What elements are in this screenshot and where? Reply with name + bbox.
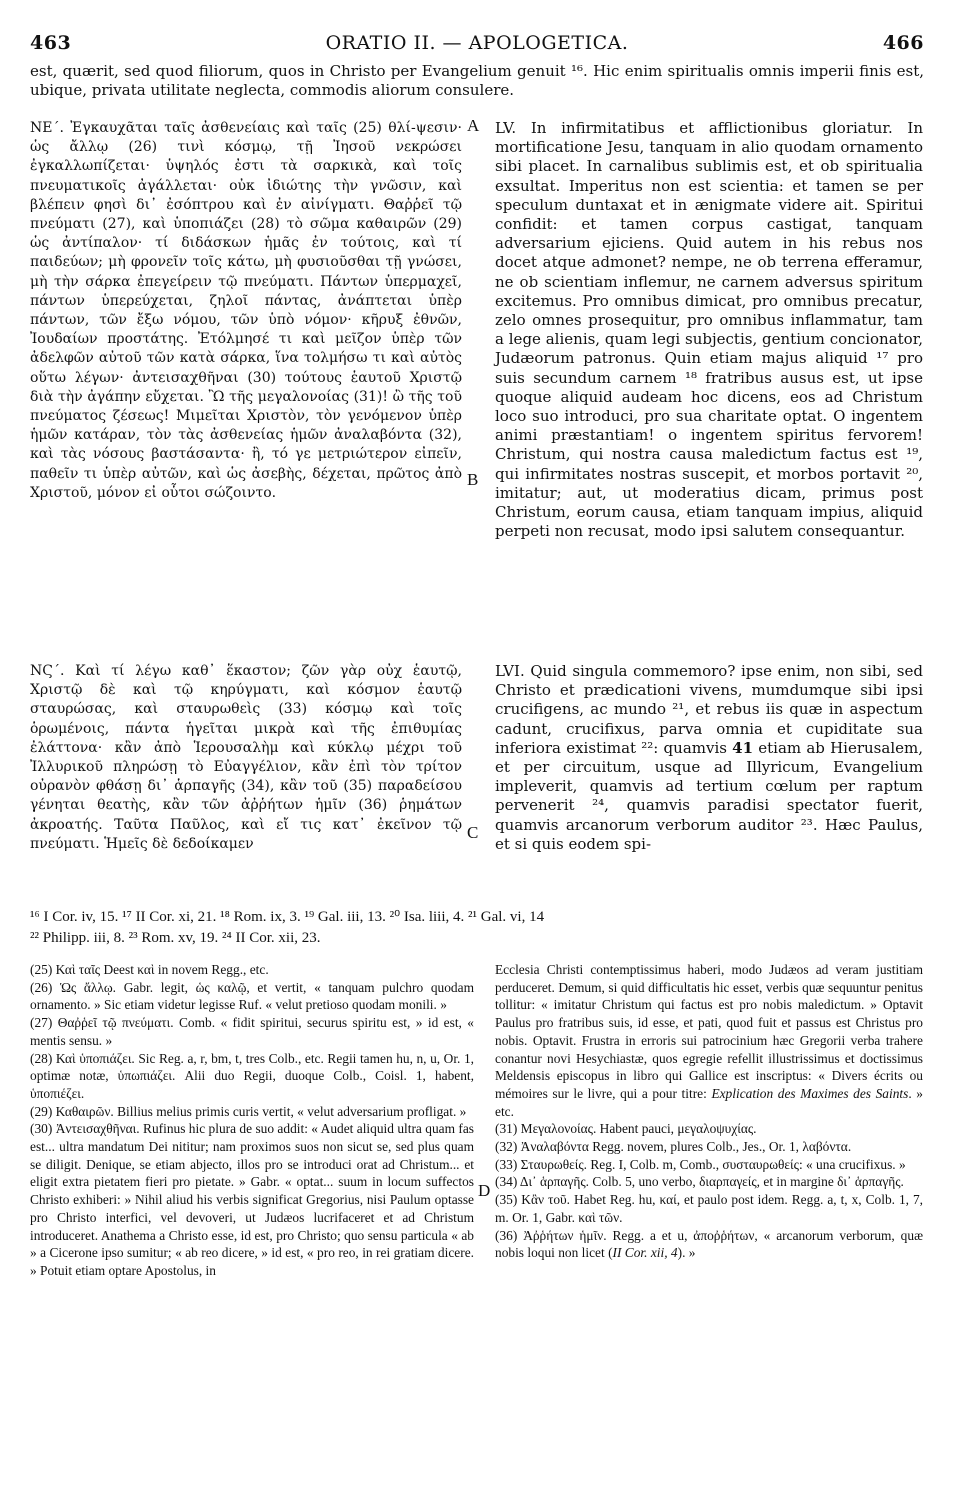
scripture-references-line-1: ¹⁶ I Cor. iv, 15. ¹⁷ II Cor. xi, 21. ¹⁸ Rom. ix, 3. ¹⁹ Gal. iii, 13. ²⁰ Isa. liii, 4. ²¹ Gal. vi, 14 bbox=[30, 909, 545, 925]
latin-text-56-b: etiam ab Hierusalem, et per circuitum, usque ad Illyricum, Evangelium impleverit, quamvis ad tertium cœlum per raptum pervenerit ²⁴, quamvis paradisi spectator fuerit, quamvis arcanorum verborum auditor ²³. Hæc Paulus, et si quis eodem spi- bbox=[495, 738, 923, 853]
note-34: (34) Δι᾽ ἁρπαγῆς. Colb. 5, uno verbo, διαρπαγείς, et in margine δι᾽ ἁρπαγῆς. bbox=[495, 1174, 904, 1190]
note-30-continued-a: Ecclesia Christi contemptissimus haberi, modo Judæos ad veram justitiam perduceret. Demum, si quid difficultatis hic esset, verbis quæ sequuntur penitus tollitur: « imitatur Christum qui factus est pro nobis maledictum. » Optavit Paulus pro fratribus suis, id esse, et pati, quod fuit et passus est Christus pro nobis. Optavit. Frustra in erroris sui patrocinium hæc Gregorii verba trahere conantur novi Hesychiastæ, quos egregie refellit illustrissimus et doctissimus Meldensis episcopus in libro qui Gallice est inscriptus: « Divers écrits ou mémoires sur le livre, qui a pour titre: bbox=[495, 962, 923, 1101]
note-36 bbox=[495, 1227, 923, 1262]
greek-column-section-56 bbox=[30, 662, 462, 854]
margin-marker-c: C bbox=[467, 823, 479, 842]
latin-column-section-56 bbox=[495, 662, 923, 854]
page-number-right: 466 bbox=[882, 32, 924, 54]
note-36-b: ). » bbox=[677, 1245, 696, 1261]
running-title: ORATIO II. — APOLOGETICA. bbox=[325, 32, 629, 54]
greek-column-section-55 bbox=[30, 119, 462, 503]
greek-text-55: ΝΕ΄. Ἐγκαυχᾶται ταῖς ἀσθενείαις καὶ ταῖς (25) θλί-ψεσιν· ὡς ἄλλῳ (26) τινὶ κόσμῳ, τῇ Ἰησοῦ νεκρώσει ἐγκαλλωπίζεται· ὑψηλός ἐστι τὰ σαρκικὰ, καὶ τοῖς πνευματικοῖς ἀγάλλεται· οὐκ ἰδιώτης τὴν γνῶσιν, καὶ βλέπειν φησὶ δι᾽ ἐσόπτρου καὶ ἐν αἰνίγματι. Θαῤῥεῖ τῷ πνεύματι (27), καὶ ὑποπιάζει (28) τὸ σῶμα καθαιρῶν (29) ὡς ἀντίπαλον· τί διδάσκων ἡμᾶς ἐν τούτοις, καὶ τί παιδεύων; μὴ φρονεῖν τοῖς κάτω, μὴ φυσιοῦσθαι τῇ γνώσει, μὴ τὴν σάρκα ἐπεγείρειν τῷ πνεύματι. Πάντων ὑπερμαχεῖ, πάντων ὑπερεύχεται, ζηλοῖ πάντας, ἀνάπτεται ὑπὲρ πάντων, τῶν ἔξω νόμου, τῶν ὑπὸ νόμον· κῆρυξ ἐθνῶν, Ἰουδαίων προστάτης. Ἐτόλμησέ τι καὶ μεῖζον ὑπὲρ τῶν ἀδελφῶν αὐτοῦ τῶν κατὰ σάρκα, ἵνα τολμήσω τι καὶ αὐτὸς οὕτω λέγων· ἀντεισαχθῆναι (30) τούτους ἑαυτοῦ Χριστῷ διὰ τὴν ἀγάπην εὔχεται. Ὢ τῆς μεγαλονοίας (31)! ὢ τῆς τοῦ πνεύματος ζέσεως! Μιμεῖται Χριστὸν, τὸν γενόμενον ὑπὲρ ἡμῶν κατάραν, τὸν τὰς ἀσθενείας ἡμῶν ἀναλαβόντα (32), καὶ τὰς νόσους βαστάσαντα· ἢ, τό γε μετριώτερον εἰπεῖν, παθεῖν τι ὑπὲρ αὐτῶν, καὶ ὡς ἀσεβὴς, δέχεται, πρῶτος ἀπὸ Χριστοῦ, μόνον εἰ οὗτοι σώζοιντο. bbox=[30, 120, 462, 501]
column-number: 41 bbox=[732, 738, 754, 757]
greek-text-56: ΝϚ΄. Καὶ τί λέγω καθ᾽ ἕκαστον; ζῶν γὰρ οὐχ ἑαυτῷ, Χριστῷ δὲ καὶ τῷ κηρύγματι, καὶ κόσμον ἑαυτῷ σταυρώσας, καὶ σταυρωθεὶς (33) κόσμῳ καὶ τοῖς ὁρωμένοις, πάντα ἡγεῖται μικρὰ καὶ τῆς ἐπιθυμίας ἐλάττονα· κἂν ἀπὸ Ἱερουσαλὴμ καὶ κύκλῳ μέχρι τοῦ Ἰλλυρικοῦ πληρώσῃ τὸ Εὐαγγέλιον, κἂν ἐπὶ τὸν τρίτον οὐρανὸν φθάσῃ δι᾽ ἁρπαγῆς (34), κἂν τοῦ (35) παραδείσου γένηται θεατὴς, κἂν τῶν ἀῤῥήτων ἡμῖν (36) ῥημάτων ἀκροατής. Ταῦτα Παῦλος, καὶ εἴ τις κατ᾽ ἐκεῖνον τῷ πνεύματι. Ἡμεῖς δὲ δεδοίκαμεν bbox=[30, 663, 462, 852]
note-35: (35) Κἂν τοῦ. Habet Reg. hu, καί, et paulo post idem. Regg. a, t, x, Colb. 1, 7, m. Or. 1, Gabr. καὶ τῶν. bbox=[495, 1192, 923, 1225]
note-28: (28) Καὶ ὑποπιάζει. Sic Reg. a, r, bm, t, tres Colb., etc. Regii tamen hu, n, u, Or. 1, optimæ notæ, ὑπωπιάζει. Alii duo Regii, duoque Colb., Coisl. 1, habent, ὑποπιέζει. bbox=[30, 1050, 474, 1101]
scripture-references-line-2: ²² Philipp. iii, 8. ²³ Rom. xv, 19. ²⁴ II Cor. xii, 23. bbox=[30, 930, 321, 946]
margin-marker-d: D bbox=[478, 1181, 491, 1200]
book-title: Explication des Maximes des Saints bbox=[711, 1085, 909, 1101]
intro-text: est, quærit, sed quod filiorum, quos in Christo per Evangelium genuit ¹⁶. Hic enim spiritualis omnis imperii finis est, ubique, privata utilitate neglecta, commodis aliorum consulere. bbox=[30, 62, 924, 99]
note-30: (30) Ἀντεισαχθῆναι. Rufinus hic plura de suo addit: « Audet aliquid ultra quam fas est... ultra mandatum Dei nititur; nam proximos suos non sicut se, sed plus quam se diligit. Denique, se etiam abjecto, illos pro se introduci orat ad Christum... et eligit extra pietatem fieri pro pietate. » Gabr. « optat... suum in locum suffectos Christo exhiberi: » Nihil aliud his verbis significat Gregorius, nisi Paulum optasse pro Christo interfici, vel devoveri, ut Judæos lucrifaceret et ad Christum introduceret. Anathema a Christo esse, id est, pro Christo; quo sensu particula « ab » a Cicerone ipso sumitur; « ab reo dicere, » id est, « pro reo, in rei gratiam dicere. » Potuit etiam optare Apostolus, in bbox=[30, 1121, 474, 1278]
page-number-left: 463 bbox=[30, 32, 72, 54]
note-33: (33) Σταυρωθείς. Reg. I, Colb. m, Comb., συσταυρωθείς: « una crucifixus. » bbox=[495, 1156, 906, 1172]
margin-marker-b: B bbox=[467, 470, 479, 489]
note-32: (32) Ἀναλαβόντα Regg. novem, plures Colb., Jes., Or. 1, λαβόντα. bbox=[495, 1139, 852, 1155]
page-header bbox=[30, 32, 924, 56]
note-36-a: (36) Ἀῤῥήτων ἡμῖν. Regg. a et u, ἀποῤῥήτων, « arcanorum verborum, quæ nobis loqui non licet ( bbox=[495, 1227, 923, 1261]
note-30-continued-b: . » etc. bbox=[495, 1085, 924, 1119]
note-30-continued bbox=[495, 961, 923, 1120]
notes-left-column bbox=[30, 961, 474, 1280]
note-25: (25) Καὶ ταῖς Deest καὶ in novem Regg., etc. bbox=[30, 962, 269, 977]
notes-right-column bbox=[495, 961, 923, 1262]
latin-column-section-55 bbox=[495, 119, 923, 541]
intro-paragraph bbox=[30, 62, 924, 100]
note-36-reference: II Cor. xii, 4 bbox=[612, 1245, 678, 1261]
note-27: (27) Θαῤῥεῖ τῷ πνεύματι. Comb. « fidit spiritui, securus spiritu est, » id est, « mentis sensu. » bbox=[30, 1015, 474, 1048]
latin-text-56-a: LVI. Quid singula commemoro? ipse enim, non sibi, sed Christo et prædicationi vivens, mumdumque sibi ipsi crucifigens, ac mundo ²¹, et rebus iis quæ in aspectum cadunt, crucifixus, parva omnia et cupiditate sua inferiora existimat ²²: quamvis bbox=[495, 662, 923, 757]
latin-text-55: LV. In infirmitatibus et afflictionibus gloriatur. In mortificatione Jesu, tanquam in alio quodam ornamento sibi placet. In carnalibus sublimis est, et ob spiritualia exsultat. Imperitus non est scientia: et tamen se per speculum duntaxat et in ænigmate videre ait. Spiritui confidit: et tamen corpus castigat, tanquam adversarium ejiciens. Quid autem in his rebus nos docet atque admonet? nempe, ne ob terrena efferamur, ne ob scientiam inflemur, ne carnem adversus spiritum excitemus. Pro omnibus dimicat, pro omnibus precatur, zelo omnes prosequitur, pro omnibus inflammatur, tam a lege alienis, quam legi subjectis, gentium concionator, Judæorum patronus. Quin etiam majus aliquid ¹⁷ pro suis secundum carnem ¹⁸ fratribus ausus est, ut ipse quoque aliquid audeam hoc dicens, eos ad Christum loco suo introduci, pro sua charitate optat. O ingentem animi præstantiam! o ingentem spiritus fervorem! Christum, qui nostra causa maledictum factus est ¹⁹, qui infirmitates nostras suscepit, et morbos portavit ²⁰, imitatur; aut, ut moderatius dicam, primus post Christum, eorum causa, etiam tanquam impius, aliquid perpeti non recusat, modo ipsi salutem consequantur. bbox=[495, 119, 923, 541]
note-26: (26) Ὡς ἄλλῳ. Gabr. legit, ὡς καλῷ, et vertit, « tanquam pulchro quodam ornamento. » Sic etiam videtur legisse Ruf. « velut pretioso quodam monili. » bbox=[30, 979, 474, 1013]
margin-marker-a: A bbox=[467, 116, 480, 135]
note-29: (29) Καθαιρῶν. Billius melius primis curis vertit, « velut adversarium profligat. » bbox=[30, 1103, 467, 1119]
note-31: (31) Μεγαλονοίας. Habent pauci, μεγαλοψυχίας. bbox=[495, 1121, 757, 1137]
scripture-references bbox=[30, 907, 924, 949]
latin-text-56 bbox=[495, 662, 923, 854]
